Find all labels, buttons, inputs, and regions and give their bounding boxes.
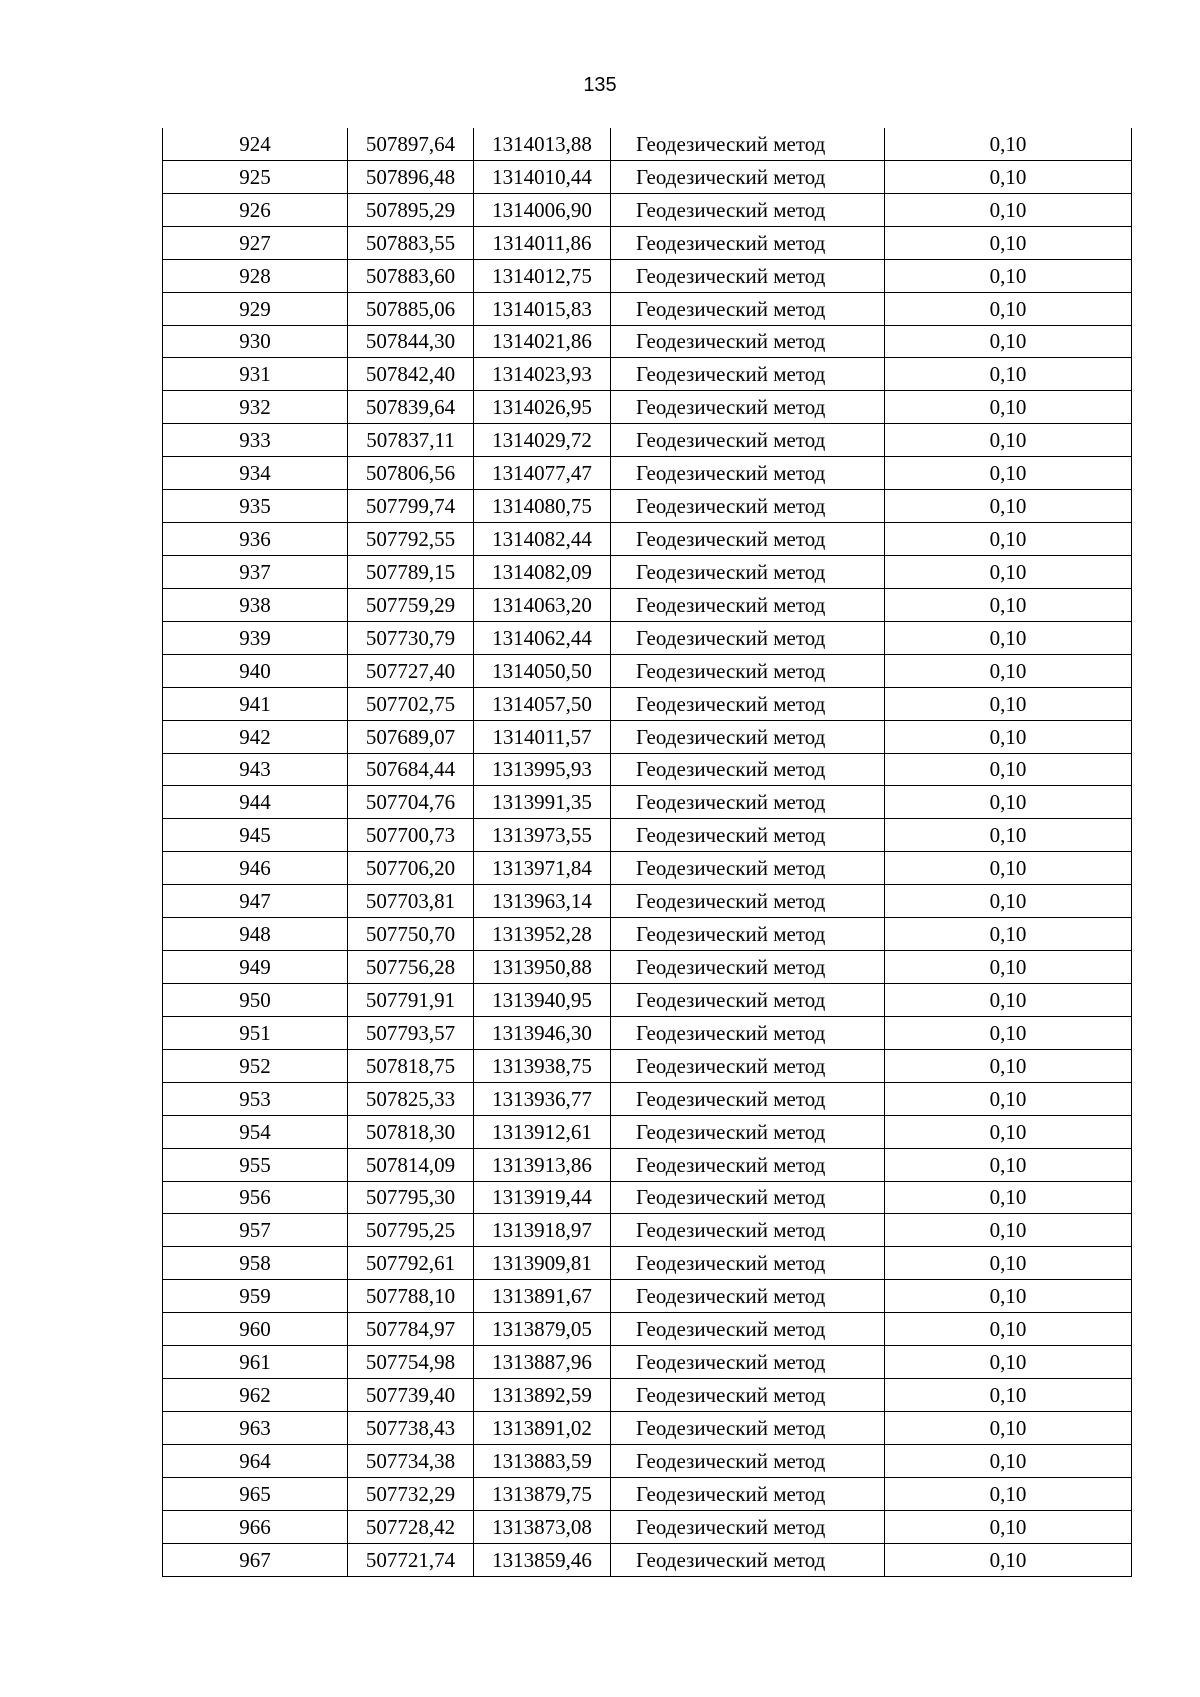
method-cell: Геодезический метод xyxy=(611,753,885,786)
method-cell: Геодезический метод xyxy=(611,687,885,720)
table-row xyxy=(163,1543,1132,1576)
coordinate-x-cell: 507754,98 xyxy=(348,1346,474,1379)
coordinate-y-cell: 1314011,86 xyxy=(474,226,611,259)
table-row xyxy=(163,555,1132,588)
coordinate-x-cell: 507684,44 xyxy=(348,753,474,786)
method-cell: Геодезический метод xyxy=(611,918,885,951)
table-row xyxy=(163,1214,1132,1247)
coordinate-y-cell: 1314026,95 xyxy=(474,391,611,424)
coordinate-x-cell: 507727,40 xyxy=(348,654,474,687)
method-cell: Геодезический метод xyxy=(611,325,885,358)
point-number-cell: 943 xyxy=(163,753,348,786)
method-cell: Геодезический метод xyxy=(611,1313,885,1346)
coordinate-y-cell: 1313963,14 xyxy=(474,885,611,918)
method-cell: Геодезический метод xyxy=(611,983,885,1016)
coordinate-x-cell: 507702,75 xyxy=(348,687,474,720)
coordinate-y-cell: 1313946,30 xyxy=(474,1016,611,1049)
method-cell: Геодезический метод xyxy=(611,226,885,259)
point-number-cell: 948 xyxy=(163,918,348,951)
point-number-cell: 953 xyxy=(163,1082,348,1115)
point-number-cell: 936 xyxy=(163,523,348,556)
table-row xyxy=(163,1115,1132,1148)
coordinate-x-cell: 507896,48 xyxy=(348,160,474,193)
point-number-cell: 941 xyxy=(163,687,348,720)
point-number-cell: 937 xyxy=(163,555,348,588)
coordinate-x-cell: 507795,25 xyxy=(348,1214,474,1247)
coordinate-x-cell: 507792,61 xyxy=(348,1247,474,1280)
method-cell: Геодезический метод xyxy=(611,1016,885,1049)
point-number-cell: 964 xyxy=(163,1444,348,1477)
accuracy-cell: 0,10 xyxy=(885,753,1132,786)
accuracy-cell: 0,10 xyxy=(885,555,1132,588)
table-row xyxy=(163,1148,1132,1181)
accuracy-cell: 0,10 xyxy=(885,654,1132,687)
method-cell: Геодезический метод xyxy=(611,1379,885,1412)
accuracy-cell: 0,10 xyxy=(885,128,1132,160)
point-number-cell: 944 xyxy=(163,786,348,819)
point-number-cell: 963 xyxy=(163,1411,348,1444)
coordinate-x-cell: 507738,43 xyxy=(348,1411,474,1444)
coordinate-x-cell: 507730,79 xyxy=(348,621,474,654)
coordinate-x-cell: 507839,64 xyxy=(348,391,474,424)
coordinate-y-cell: 1314057,50 xyxy=(474,687,611,720)
point-number-cell: 930 xyxy=(163,325,348,358)
point-number-cell: 956 xyxy=(163,1181,348,1214)
method-cell: Геодезический метод xyxy=(611,523,885,556)
accuracy-cell: 0,10 xyxy=(885,621,1132,654)
table-row xyxy=(163,1016,1132,1049)
accuracy-cell: 0,10 xyxy=(885,292,1132,325)
accuracy-cell: 0,10 xyxy=(885,983,1132,1016)
table-row xyxy=(163,1082,1132,1115)
table-row xyxy=(163,819,1132,852)
coordinate-y-cell: 1313936,77 xyxy=(474,1082,611,1115)
accuracy-cell: 0,10 xyxy=(885,424,1132,457)
coordinate-x-cell: 507789,15 xyxy=(348,555,474,588)
table-row xyxy=(163,1181,1132,1214)
coordinates-table xyxy=(162,128,1132,1577)
point-number-cell: 962 xyxy=(163,1379,348,1412)
table-row xyxy=(163,523,1132,556)
coordinate-y-cell: 1314010,44 xyxy=(474,160,611,193)
coordinate-y-cell: 1313879,75 xyxy=(474,1477,611,1510)
coordinate-y-cell: 1314029,72 xyxy=(474,424,611,457)
point-number-cell: 950 xyxy=(163,983,348,1016)
coordinate-y-cell: 1314082,09 xyxy=(474,555,611,588)
point-number-cell: 958 xyxy=(163,1247,348,1280)
method-cell: Геодезический метод xyxy=(611,457,885,490)
coordinate-x-cell: 507806,56 xyxy=(348,457,474,490)
accuracy-cell: 0,10 xyxy=(885,1082,1132,1115)
accuracy-cell: 0,10 xyxy=(885,193,1132,226)
point-number-cell: 946 xyxy=(163,852,348,885)
point-number-cell: 938 xyxy=(163,588,348,621)
point-number-cell: 954 xyxy=(163,1115,348,1148)
point-number-cell: 929 xyxy=(163,292,348,325)
table-row xyxy=(163,1313,1132,1346)
accuracy-cell: 0,10 xyxy=(885,259,1132,292)
accuracy-cell: 0,10 xyxy=(885,1280,1132,1313)
table-row xyxy=(163,193,1132,226)
table-row xyxy=(163,226,1132,259)
coordinate-x-cell: 507700,73 xyxy=(348,819,474,852)
accuracy-cell: 0,10 xyxy=(885,1411,1132,1444)
coordinate-x-cell: 507793,57 xyxy=(348,1016,474,1049)
coordinate-x-cell: 507734,38 xyxy=(348,1444,474,1477)
coordinate-y-cell: 1313995,93 xyxy=(474,753,611,786)
table-row xyxy=(163,951,1132,984)
point-number-cell: 961 xyxy=(163,1346,348,1379)
point-number-cell: 947 xyxy=(163,885,348,918)
point-number-cell: 931 xyxy=(163,358,348,391)
coordinate-y-cell: 1313913,86 xyxy=(474,1148,611,1181)
coordinate-y-cell: 1313879,05 xyxy=(474,1313,611,1346)
coordinate-x-cell: 507756,28 xyxy=(348,951,474,984)
point-number-cell: 934 xyxy=(163,457,348,490)
table-row xyxy=(163,918,1132,951)
point-number-cell: 924 xyxy=(163,128,348,160)
table-row xyxy=(163,1477,1132,1510)
coordinate-y-cell: 1313873,08 xyxy=(474,1510,611,1543)
accuracy-cell: 0,10 xyxy=(885,1510,1132,1543)
point-number-cell: 951 xyxy=(163,1016,348,1049)
point-number-cell: 959 xyxy=(163,1280,348,1313)
accuracy-cell: 0,10 xyxy=(885,1313,1132,1346)
coordinate-x-cell: 507883,55 xyxy=(348,226,474,259)
method-cell: Геодезический метод xyxy=(611,193,885,226)
accuracy-cell: 0,10 xyxy=(885,687,1132,720)
coordinate-y-cell: 1314077,47 xyxy=(474,457,611,490)
method-cell: Геодезический метод xyxy=(611,951,885,984)
method-cell: Геодезический метод xyxy=(611,1444,885,1477)
point-number-cell: 960 xyxy=(163,1313,348,1346)
coordinate-x-cell: 507703,81 xyxy=(348,885,474,918)
table-row xyxy=(163,1280,1132,1313)
point-number-cell: 935 xyxy=(163,490,348,523)
method-cell: Геодезический метод xyxy=(611,1280,885,1313)
table-row xyxy=(163,720,1132,753)
coordinate-y-cell: 1314021,86 xyxy=(474,325,611,358)
table-row xyxy=(163,1444,1132,1477)
accuracy-cell: 0,10 xyxy=(885,1115,1132,1148)
coordinate-x-cell: 507818,30 xyxy=(348,1115,474,1148)
method-cell: Геодезический метод xyxy=(611,1082,885,1115)
point-number-cell: 965 xyxy=(163,1477,348,1510)
method-cell: Геодезический метод xyxy=(611,1115,885,1148)
point-number-cell: 949 xyxy=(163,951,348,984)
point-number-cell: 942 xyxy=(163,720,348,753)
accuracy-cell: 0,10 xyxy=(885,226,1132,259)
point-number-cell: 945 xyxy=(163,819,348,852)
method-cell: Геодезический метод xyxy=(611,1346,885,1379)
coordinate-y-cell: 1313892,59 xyxy=(474,1379,611,1412)
method-cell: Геодезический метод xyxy=(611,720,885,753)
method-cell: Геодезический метод xyxy=(611,259,885,292)
table-row xyxy=(163,786,1132,819)
method-cell: Геодезический метод xyxy=(611,358,885,391)
coordinate-y-cell: 1313909,81 xyxy=(474,1247,611,1280)
coordinate-y-cell: 1314006,90 xyxy=(474,193,611,226)
coordinate-y-cell: 1313919,44 xyxy=(474,1181,611,1214)
accuracy-cell: 0,10 xyxy=(885,391,1132,424)
accuracy-cell: 0,10 xyxy=(885,325,1132,358)
coordinate-x-cell: 507837,11 xyxy=(348,424,474,457)
table-row xyxy=(163,753,1132,786)
coordinate-y-cell: 1313918,97 xyxy=(474,1214,611,1247)
method-cell: Геодезический метод xyxy=(611,424,885,457)
method-cell: Геодезический метод xyxy=(611,588,885,621)
accuracy-cell: 0,10 xyxy=(885,358,1132,391)
coordinate-y-cell: 1314015,83 xyxy=(474,292,611,325)
coordinate-x-cell: 507895,29 xyxy=(348,193,474,226)
coordinate-x-cell: 507706,20 xyxy=(348,852,474,885)
coordinate-y-cell: 1314080,75 xyxy=(474,490,611,523)
method-cell: Геодезический метод xyxy=(611,1214,885,1247)
coordinate-y-cell: 1314050,50 xyxy=(474,654,611,687)
table-row xyxy=(163,292,1132,325)
accuracy-cell: 0,10 xyxy=(885,1346,1132,1379)
accuracy-cell: 0,10 xyxy=(885,1444,1132,1477)
point-number-cell: 925 xyxy=(163,160,348,193)
accuracy-cell: 0,10 xyxy=(885,588,1132,621)
table-row xyxy=(163,1411,1132,1444)
method-cell: Геодезический метод xyxy=(611,786,885,819)
method-cell: Геодезический метод xyxy=(611,292,885,325)
method-cell: Геодезический метод xyxy=(611,1247,885,1280)
table-row xyxy=(163,588,1132,621)
table-row xyxy=(163,457,1132,490)
point-number-cell: 928 xyxy=(163,259,348,292)
point-number-cell: 957 xyxy=(163,1214,348,1247)
method-cell: Геодезический метод xyxy=(611,1181,885,1214)
accuracy-cell: 0,10 xyxy=(885,885,1132,918)
accuracy-cell: 0,10 xyxy=(885,918,1132,951)
method-cell: Геодезический метод xyxy=(611,852,885,885)
method-cell: Геодезический метод xyxy=(611,654,885,687)
coordinate-x-cell: 507792,55 xyxy=(348,523,474,556)
point-number-cell: 940 xyxy=(163,654,348,687)
coordinate-x-cell: 507814,09 xyxy=(348,1148,474,1181)
table-row xyxy=(163,1379,1132,1412)
method-cell: Геодезический метод xyxy=(611,128,885,160)
accuracy-cell: 0,10 xyxy=(885,1379,1132,1412)
coordinate-y-cell: 1314012,75 xyxy=(474,259,611,292)
method-cell: Геодезический метод xyxy=(611,1148,885,1181)
accuracy-cell: 0,10 xyxy=(885,1247,1132,1280)
coordinate-x-cell: 507788,10 xyxy=(348,1280,474,1313)
accuracy-cell: 0,10 xyxy=(885,1214,1132,1247)
coordinate-y-cell: 1313950,88 xyxy=(474,951,611,984)
coordinate-x-cell: 507732,29 xyxy=(348,1477,474,1510)
coordinate-x-cell: 507885,06 xyxy=(348,292,474,325)
table-row xyxy=(163,490,1132,523)
table-row xyxy=(163,852,1132,885)
accuracy-cell: 0,10 xyxy=(885,1181,1132,1214)
coordinate-y-cell: 1313891,02 xyxy=(474,1411,611,1444)
point-number-cell: 966 xyxy=(163,1510,348,1543)
page-number: 135 xyxy=(583,74,617,96)
accuracy-cell: 0,10 xyxy=(885,1049,1132,1082)
coordinate-y-cell: 1314023,93 xyxy=(474,358,611,391)
accuracy-cell: 0,10 xyxy=(885,1016,1132,1049)
point-number-cell: 967 xyxy=(163,1543,348,1576)
point-number-cell: 932 xyxy=(163,391,348,424)
method-cell: Геодезический метод xyxy=(611,160,885,193)
table-row xyxy=(163,621,1132,654)
accuracy-cell: 0,10 xyxy=(885,457,1132,490)
method-cell: Геодезический метод xyxy=(611,819,885,852)
table-row xyxy=(163,1247,1132,1280)
accuracy-cell: 0,10 xyxy=(885,786,1132,819)
coordinate-y-cell: 1313991,35 xyxy=(474,786,611,819)
accuracy-cell: 0,10 xyxy=(885,852,1132,885)
accuracy-cell: 0,10 xyxy=(885,1148,1132,1181)
coordinate-x-cell: 507704,76 xyxy=(348,786,474,819)
coordinate-x-cell: 507750,70 xyxy=(348,918,474,951)
coordinate-x-cell: 507721,74 xyxy=(348,1543,474,1576)
method-cell: Геодезический метод xyxy=(611,885,885,918)
accuracy-cell: 0,10 xyxy=(885,951,1132,984)
table-row xyxy=(163,160,1132,193)
point-number-cell: 933 xyxy=(163,424,348,457)
accuracy-cell: 0,10 xyxy=(885,523,1132,556)
point-number-cell: 939 xyxy=(163,621,348,654)
coordinate-x-cell: 507739,40 xyxy=(348,1379,474,1412)
coordinate-x-cell: 507897,64 xyxy=(348,128,474,160)
coordinate-y-cell: 1313938,75 xyxy=(474,1049,611,1082)
method-cell: Геодезический метод xyxy=(611,621,885,654)
coordinate-y-cell: 1314013,88 xyxy=(474,128,611,160)
coordinate-x-cell: 507844,30 xyxy=(348,325,474,358)
accuracy-cell: 0,10 xyxy=(885,819,1132,852)
accuracy-cell: 0,10 xyxy=(885,1477,1132,1510)
table-row xyxy=(163,1049,1132,1082)
coordinate-x-cell: 507799,74 xyxy=(348,490,474,523)
table-row xyxy=(163,1510,1132,1543)
table-row xyxy=(163,885,1132,918)
method-cell: Геодезический метод xyxy=(611,490,885,523)
coordinate-x-cell: 507825,33 xyxy=(348,1082,474,1115)
coordinate-x-cell: 507728,42 xyxy=(348,1510,474,1543)
table-row xyxy=(163,1346,1132,1379)
coordinate-y-cell: 1314011,57 xyxy=(474,720,611,753)
table-row xyxy=(163,259,1132,292)
coordinate-y-cell: 1314063,20 xyxy=(474,588,611,621)
method-cell: Геодезический метод xyxy=(611,391,885,424)
coordinate-y-cell: 1313912,61 xyxy=(474,1115,611,1148)
point-number-cell: 952 xyxy=(163,1049,348,1082)
method-cell: Геодезический метод xyxy=(611,1049,885,1082)
coordinate-y-cell: 1314062,44 xyxy=(474,621,611,654)
point-number-cell: 926 xyxy=(163,193,348,226)
table-row xyxy=(163,358,1132,391)
coordinate-x-cell: 507883,60 xyxy=(348,259,474,292)
coordinate-y-cell: 1313883,59 xyxy=(474,1444,611,1477)
accuracy-cell: 0,10 xyxy=(885,720,1132,753)
coordinate-x-cell: 507842,40 xyxy=(348,358,474,391)
accuracy-cell: 0,10 xyxy=(885,490,1132,523)
coordinates-table-body xyxy=(163,128,1132,1576)
coordinate-x-cell: 507818,75 xyxy=(348,1049,474,1082)
table-row xyxy=(163,325,1132,358)
coordinate-x-cell: 507759,29 xyxy=(348,588,474,621)
coordinate-y-cell: 1313891,67 xyxy=(474,1280,611,1313)
accuracy-cell: 0,10 xyxy=(885,160,1132,193)
accuracy-cell: 0,10 xyxy=(885,1543,1132,1576)
coordinate-y-cell: 1313859,46 xyxy=(474,1543,611,1576)
coordinate-x-cell: 507795,30 xyxy=(348,1181,474,1214)
coordinate-y-cell: 1313887,96 xyxy=(474,1346,611,1379)
method-cell: Геодезический метод xyxy=(611,1510,885,1543)
coordinate-y-cell: 1313971,84 xyxy=(474,852,611,885)
method-cell: Геодезический метод xyxy=(611,1477,885,1510)
coordinate-x-cell: 507689,07 xyxy=(348,720,474,753)
table-row xyxy=(163,391,1132,424)
coordinate-x-cell: 507784,97 xyxy=(348,1313,474,1346)
method-cell: Геодезический метод xyxy=(611,1543,885,1576)
coordinate-y-cell: 1314082,44 xyxy=(474,523,611,556)
table-row xyxy=(163,424,1132,457)
point-number-cell: 927 xyxy=(163,226,348,259)
method-cell: Геодезический метод xyxy=(611,1411,885,1444)
method-cell: Геодезический метод xyxy=(611,555,885,588)
coordinate-y-cell: 1313952,28 xyxy=(474,918,611,951)
table-row xyxy=(163,128,1132,160)
coordinate-y-cell: 1313973,55 xyxy=(474,819,611,852)
table-row xyxy=(163,983,1132,1016)
coordinate-y-cell: 1313940,95 xyxy=(474,983,611,1016)
point-number-cell: 955 xyxy=(163,1148,348,1181)
table-row xyxy=(163,654,1132,687)
coordinate-x-cell: 507791,91 xyxy=(348,983,474,1016)
table-row xyxy=(163,687,1132,720)
